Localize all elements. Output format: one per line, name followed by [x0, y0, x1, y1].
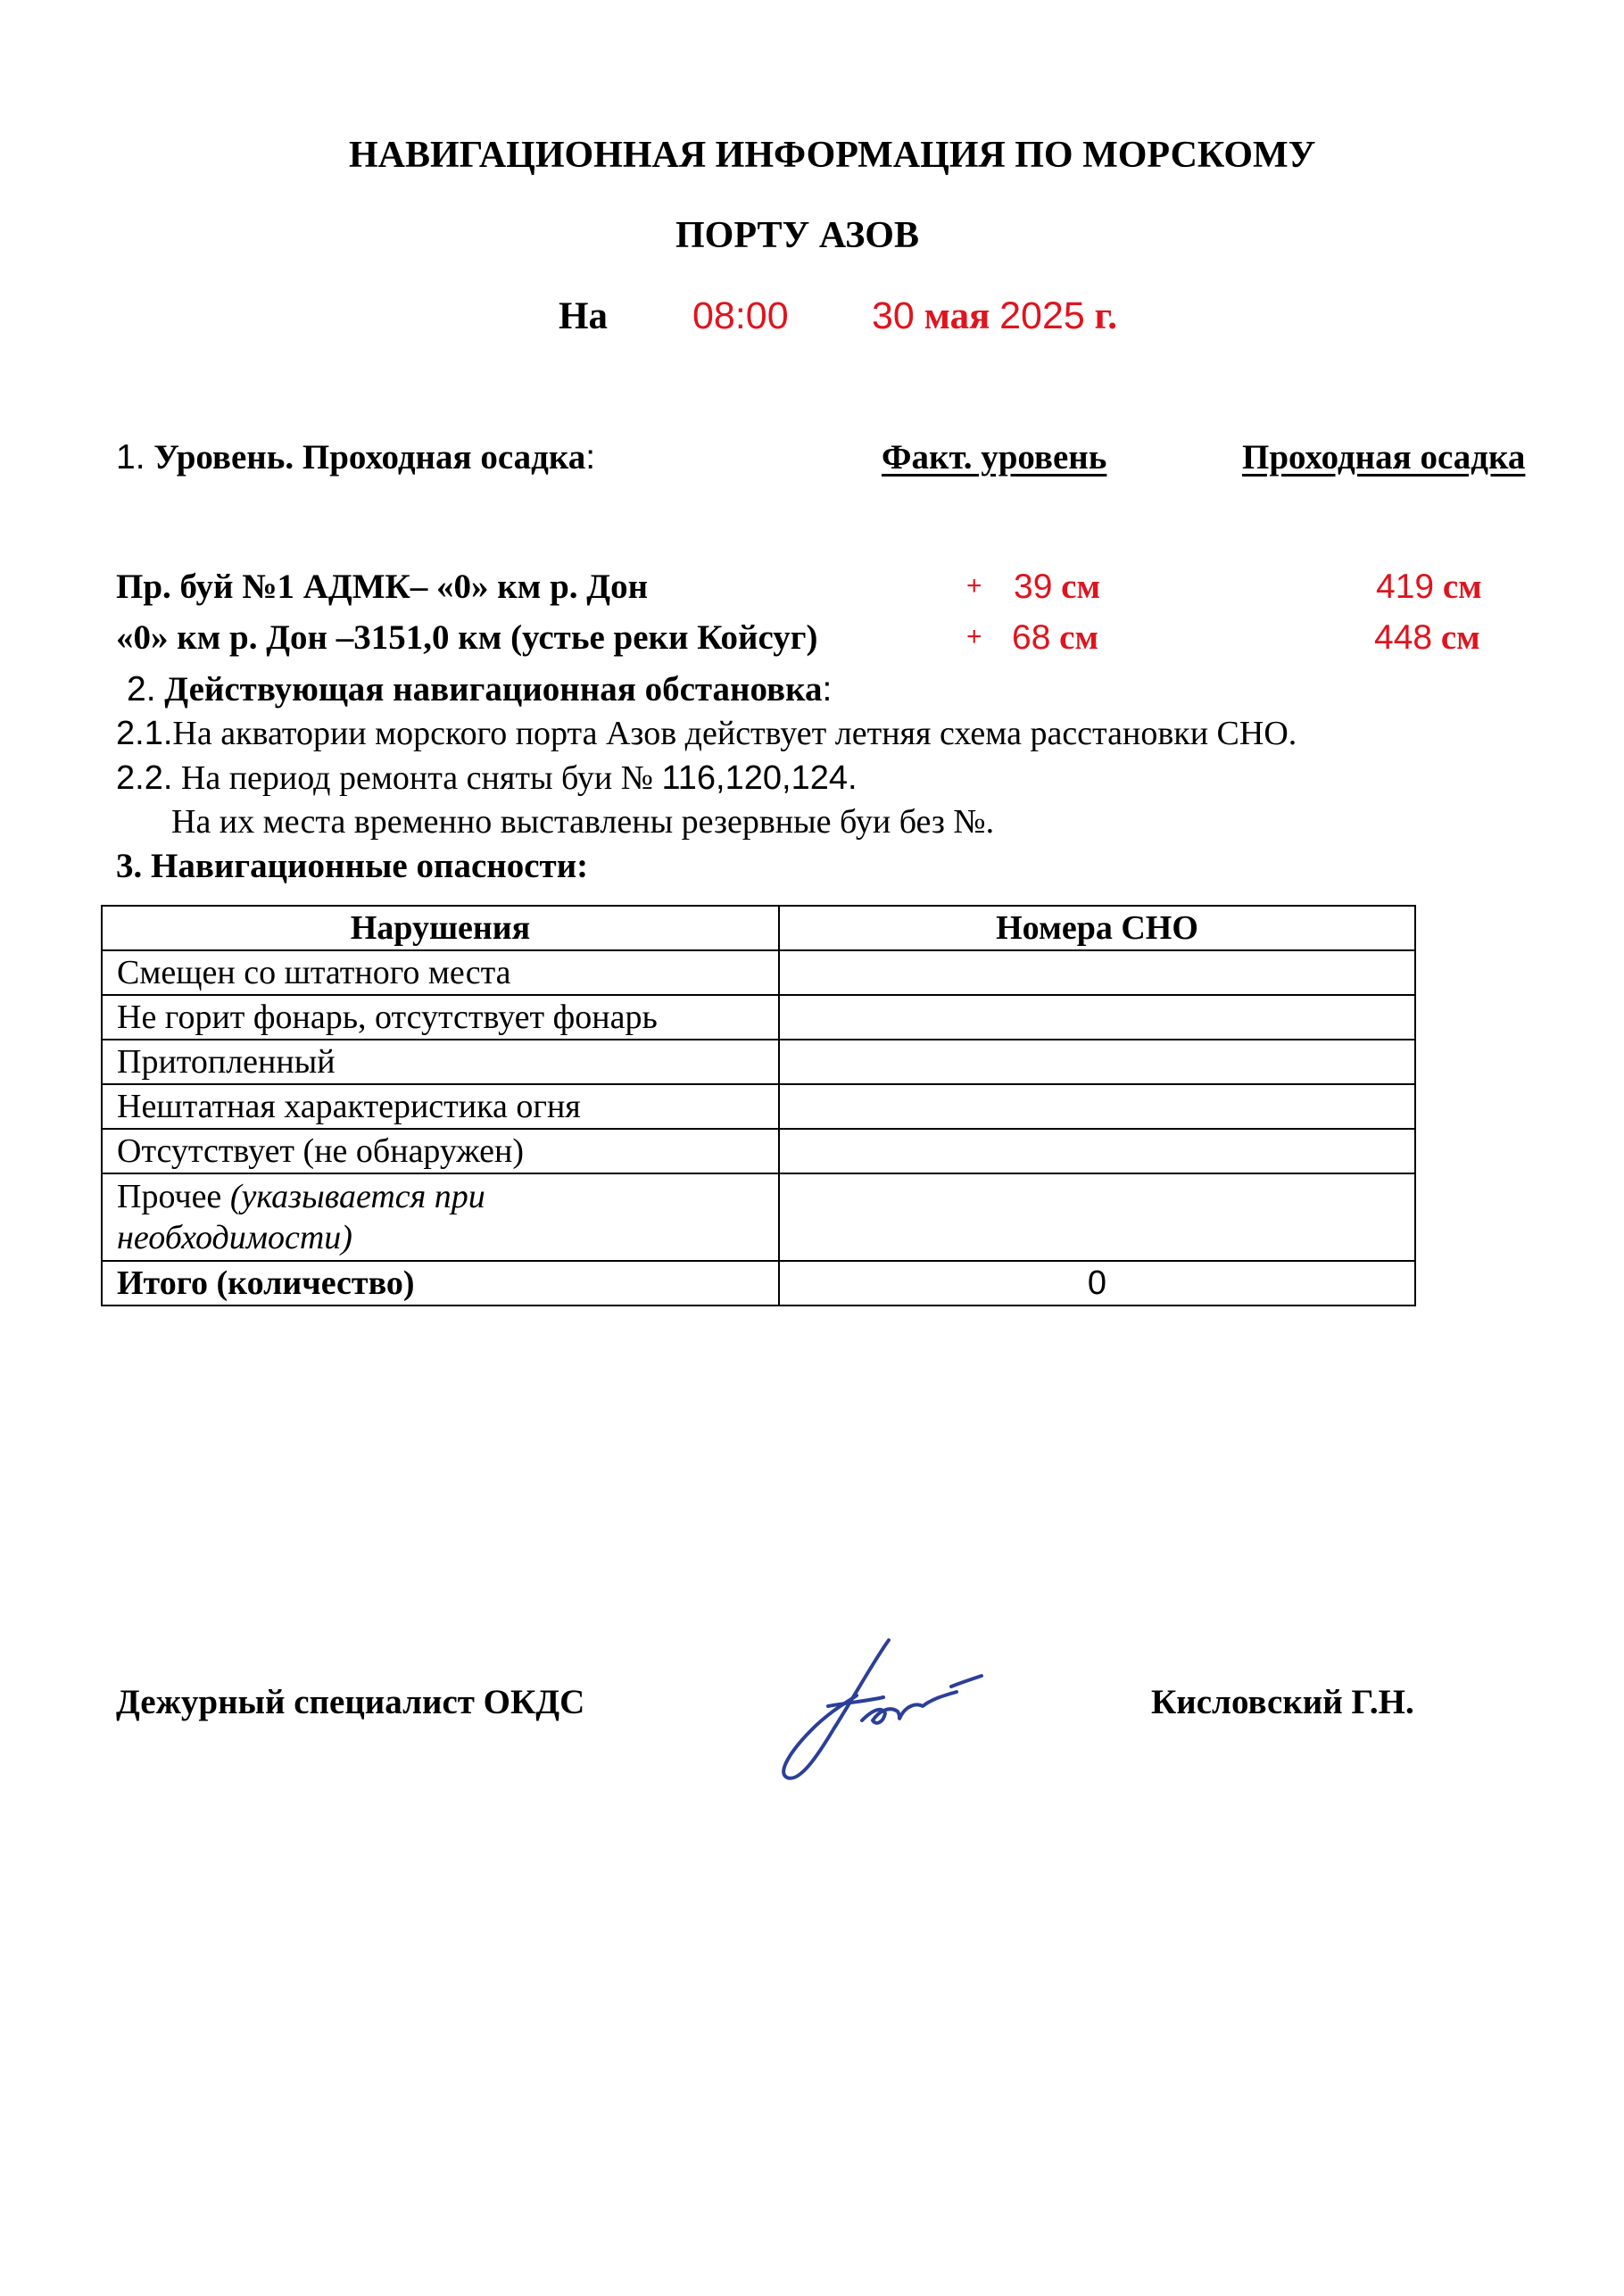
report-year: 2025 — [999, 294, 1085, 337]
section2-item-number: 2.2. — [116, 759, 173, 797]
level-row-name: Пр. буй №1 АДМК– «0» км р. Дон — [116, 568, 649, 606]
draft-unit: см — [1442, 568, 1482, 606]
other-label: Прочее — [117, 1178, 230, 1215]
document-title-line2: ПОРТУ АЗОВ — [675, 215, 919, 256]
level-value — [1014, 567, 1100, 607]
signer-name: Кисловский Г.Н. — [1151, 1683, 1414, 1721]
level-number: 68 — [1012, 618, 1051, 657]
date-line — [559, 294, 608, 338]
violation-label: Не горит фонарь, отсутствует фонарь — [102, 995, 779, 1040]
document-title-line1: НАВИГАЦИОННАЯ ИНФОРМАЦИЯ ПО МОРСКОМУ — [349, 135, 1316, 176]
violation-label: Нештатная характеристика огня — [102, 1084, 779, 1129]
section2-note: На их места временно выставлены резервные буи без №. — [171, 803, 995, 841]
section2-title: Действующая навигационная обстановка — [164, 670, 823, 709]
violation-label: Притопленный — [102, 1040, 779, 1084]
section2-item-text: На акватории морского порта Азов действует летняя схема расстановки СНО. — [172, 715, 1297, 752]
draft-value — [1376, 567, 1482, 607]
header-violations: Нарушения — [102, 906, 779, 950]
section2-item-text: На период ремонта сняты буи № — [180, 759, 653, 797]
section2-heading — [127, 669, 832, 709]
other-hint-line1: (указывается при — [229, 1178, 485, 1215]
sno-numbers-cell — [779, 1084, 1415, 1129]
table-row — [102, 1084, 1415, 1129]
section2-item — [116, 714, 1297, 753]
total-value: 0 — [779, 1261, 1415, 1305]
section2-number: 2. — [127, 670, 156, 709]
violation-label-other — [102, 1173, 779, 1261]
draft-number: 419 — [1376, 568, 1435, 606]
date-on-label: На — [559, 295, 608, 337]
section2-colon: : — [822, 670, 833, 709]
report-month: мая — [924, 295, 990, 337]
section2-buoy-numbers: 116,120,124. — [661, 759, 858, 797]
table-row — [102, 995, 1415, 1040]
table-row — [102, 1040, 1415, 1084]
section1-colon: : — [585, 438, 596, 477]
level-value — [1012, 618, 1098, 658]
draft-number: 448 — [1374, 618, 1433, 657]
violation-label: Смещен со штатного места — [102, 950, 779, 995]
sno-numbers-cell — [779, 950, 1415, 995]
table-row — [102, 950, 1415, 995]
draft-unit: см — [1440, 618, 1480, 657]
other-hint-line2: необходимости) — [117, 1219, 352, 1256]
signature-strokes — [783, 1640, 982, 1778]
section2-item — [116, 758, 858, 798]
report-date — [872, 294, 1117, 338]
table-row — [102, 1129, 1415, 1173]
header-sno-numbers: Номера СНО — [779, 906, 1415, 950]
violation-label: Отсутствует (не обнаружен) — [102, 1129, 779, 1173]
signature-image — [750, 1624, 999, 1794]
section2-item-number: 2.1. — [116, 715, 173, 752]
level-sign: + — [966, 571, 982, 601]
level-sign: + — [966, 622, 982, 651]
col-header-draft: Проходная осадка — [1242, 438, 1526, 477]
sno-numbers-cell — [779, 995, 1415, 1040]
table-row-other — [102, 1173, 1415, 1261]
report-day: 30 — [872, 294, 915, 337]
col-header-fact-level: Факт. уровень — [882, 438, 1107, 477]
section1-title: Уровень. Проходная осадка — [153, 438, 586, 477]
report-time: 08:00 — [692, 294, 789, 337]
section3-heading: 3. Навигационные опасности: — [116, 847, 589, 885]
level-unit: см — [1061, 568, 1101, 606]
sno-numbers-cell — [779, 1173, 1415, 1261]
section1-number: 1. — [116, 438, 145, 477]
level-number: 39 — [1014, 568, 1053, 606]
total-label: Итого (количество) — [102, 1261, 779, 1305]
sno-numbers-cell — [779, 1040, 1415, 1084]
draft-value — [1374, 618, 1480, 658]
level-unit: см — [1059, 618, 1099, 657]
sno-numbers-cell — [779, 1129, 1415, 1173]
table-header-row — [102, 906, 1415, 950]
section1-heading — [116, 437, 595, 477]
hazards-table — [101, 905, 1416, 1306]
signer-position: Дежурный специалист ОКДС — [116, 1683, 585, 1721]
level-row-name: «0» км р. Дон –3151,0 км (устье реки Койсуг) — [116, 618, 818, 657]
report-year-suffix: г. — [1094, 295, 1117, 337]
table-total-row — [102, 1261, 1415, 1305]
